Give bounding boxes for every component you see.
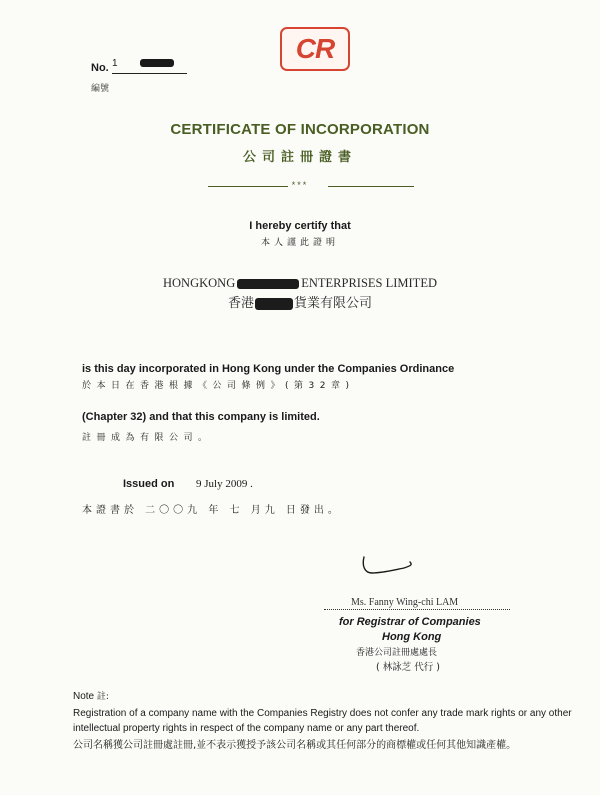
- company-name: [0, 276, 600, 291]
- divider-right: [328, 186, 414, 187]
- redaction-mark: [140, 59, 174, 67]
- certificate-number-label: No.: [91, 62, 109, 74]
- company-name-cn: [0, 292, 600, 311]
- note-label: Note: [73, 691, 95, 702]
- incorporation-statement-cn: 於本日在香港根據《公司條例》(第32章): [82, 381, 355, 391]
- certificate-number-value: 1: [112, 58, 118, 69]
- issued-statement-cn: 本證書於 二〇〇九 年 七 月九 日發出。: [82, 505, 342, 516]
- registrar-title-cn: 香港公司註冊處處長: [356, 648, 438, 658]
- certificate-number-label-cn: 編號: [91, 84, 110, 94]
- registrar-signature: [360, 553, 420, 577]
- certify-statement-cn: 本人謹此證明: [260, 238, 339, 248]
- certificate-title-cn: 公司註冊證書: [242, 150, 357, 165]
- registrar-title: for Registrar of Companies: [339, 616, 481, 628]
- note-text-cn: 公司名稱獲公司註冊處註冊,並不表示獲授予該公司名稱或其任何部分的商標權或任何其他知識產權。: [73, 740, 517, 751]
- company-name-suffix: ENTERPRISES LIMITED: [301, 276, 437, 290]
- note-heading: [73, 689, 109, 702]
- cr-logo: [280, 27, 350, 71]
- registrar-place: Hong Kong: [382, 631, 442, 643]
- registrar-name-cn: ( 林詠芝 代行 ): [376, 662, 440, 673]
- company-name-cn-suffix: 貨業有限公司: [294, 296, 373, 311]
- limited-statement: (Chapter 32) and that this company is limited.: [82, 411, 320, 423]
- company-name-cn-redaction: [255, 298, 293, 310]
- issued-label: Issued on: [123, 478, 175, 490]
- limited-statement-cn: 註冊成為有限公司。: [82, 433, 213, 443]
- company-name-cn-prefix: 香港: [227, 296, 254, 311]
- company-name-redaction: [237, 279, 299, 289]
- certify-statement: I hereby certify that: [249, 220, 351, 232]
- certificate-title: CERTIFICATE OF INCORPORATION: [170, 121, 430, 138]
- incorporation-statement: is this day incorporated in Hong Kong under the Companies Ordinance: [82, 363, 455, 375]
- signature-line: [324, 609, 510, 610]
- issued-date: 9 July 2009 .: [196, 478, 253, 490]
- divider-stars: ***: [291, 180, 309, 190]
- note-text: Registration of a company name with the Companies Registry does not confer any trade mark rights or any other intellectual property rights in respect of the company name or any part thereof.: [73, 708, 572, 734]
- note-label-cn: 註:: [96, 692, 109, 702]
- cr-logo-text: CR: [295, 33, 335, 64]
- registrar-name: Ms. Fanny Wing-chi LAM: [351, 597, 459, 608]
- company-name-prefix: HONGKONG: [163, 276, 236, 290]
- certificate-number-field: [112, 58, 187, 74]
